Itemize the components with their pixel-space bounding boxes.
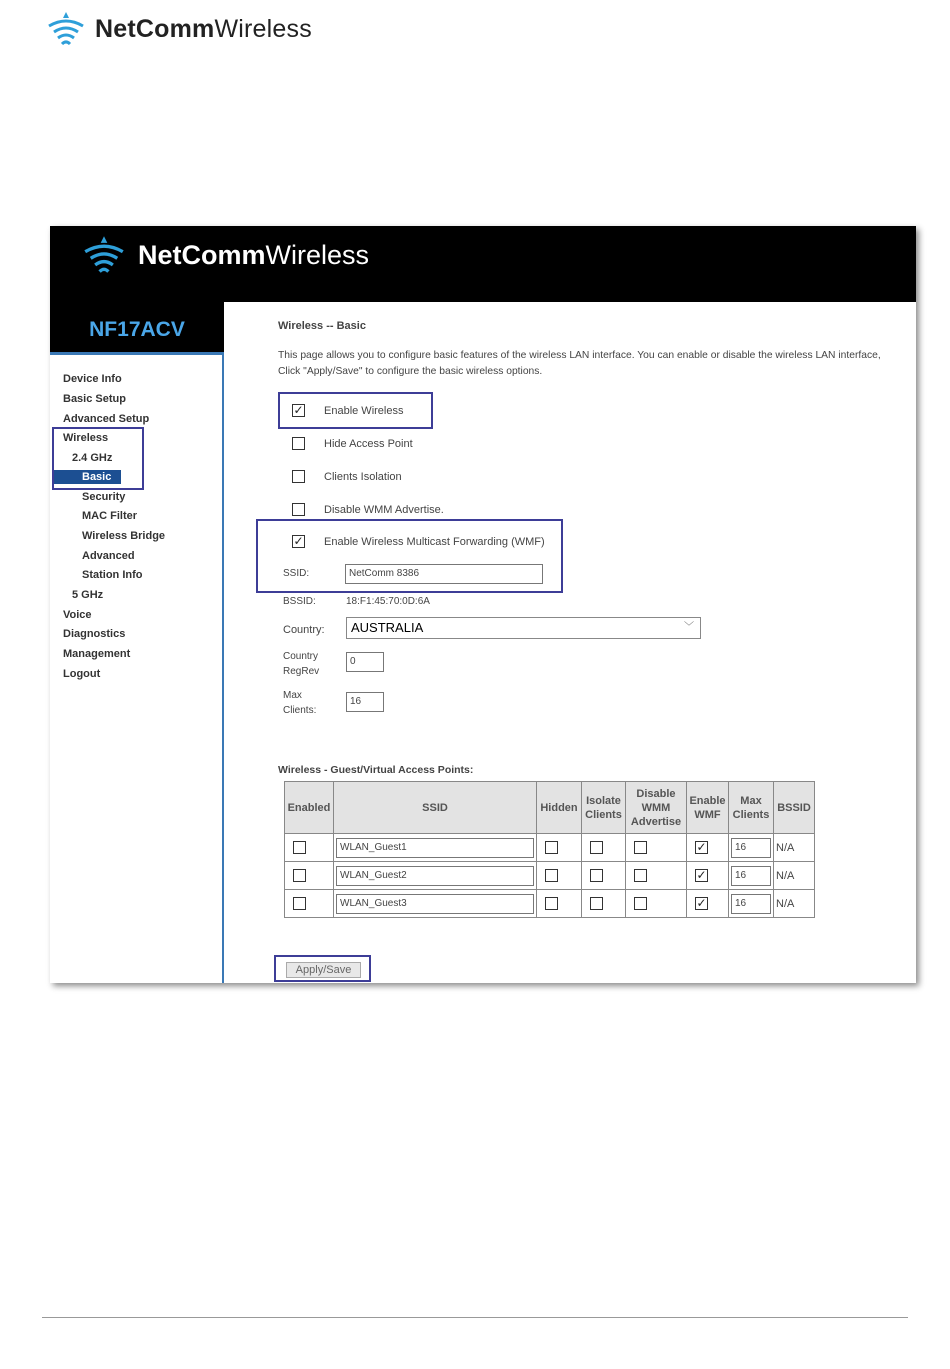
guest1-enabled-checkbox[interactable] [293, 841, 306, 854]
col-ssid: SSID [334, 782, 537, 834]
guest1-bssid: N/A [774, 834, 815, 862]
table-row [285, 834, 815, 862]
clients-isolation-checkbox[interactable] [292, 470, 305, 483]
disable-wmm-label: Disable WMM Advertise. [324, 504, 444, 516]
bssid-value: 18:F1:45:70:0D:6A [346, 596, 430, 607]
sidebar-item-basic-setup[interactable]: Basic Setup [63, 393, 126, 405]
sidebar-item-advanced[interactable]: Advanced [82, 550, 135, 562]
max-clients-input[interactable]: 16 [346, 692, 384, 712]
sidebar-highlight-box [52, 427, 144, 490]
col-hidden: Hidden [537, 782, 582, 834]
apply-save-button[interactable]: Apply/Save [286, 962, 361, 978]
ssid-label: SSID: [283, 568, 310, 579]
guest1-isolate-checkbox[interactable] [590, 841, 603, 854]
guest1-max-input[interactable]: 16 [731, 838, 771, 858]
col-wmm-1: Disable [636, 787, 676, 800]
table-row [285, 862, 815, 890]
hide-access-point-label: Hide Access Point [324, 438, 413, 450]
sidebar-nav [50, 355, 224, 983]
guest2-wmf-checkbox[interactable]: ✓ [696, 868, 707, 882]
guest2-ssid-input[interactable]: WLAN_Guest2 [336, 866, 534, 886]
sidebar-item-wireless-bridge[interactable]: Wireless Bridge [82, 530, 166, 542]
col-isolate-1: Isolate [586, 794, 621, 807]
header-brand-bold: NetComm [138, 239, 266, 270]
regrev-label-1: Country [283, 651, 319, 662]
guest3-wmm-checkbox[interactable] [634, 897, 647, 910]
enable-wmf-label: Enable Wireless Multicast Forwarding (WMF) [324, 536, 545, 548]
country-value: AUSTRALIA [351, 620, 424, 635]
enable-wireless-label: Enable Wireless [324, 405, 404, 417]
col-isolate-2: Clients [585, 808, 622, 821]
enable-wireless-checkbox[interactable]: ✓ [293, 403, 304, 417]
sidebar-item-security[interactable]: Security [82, 491, 126, 503]
guest1-hidden-checkbox[interactable] [545, 841, 558, 854]
enable-wireless-highlight [278, 392, 433, 429]
col-isolate [582, 782, 626, 834]
model-name: NF17ACV [89, 318, 185, 341]
header-brand-light: Wireless [265, 239, 370, 270]
country-label: Country: [283, 624, 325, 636]
guest3-hidden-checkbox[interactable] [545, 897, 558, 910]
guest-ap-title: Wireless - Guest/Virtual Access Points: [278, 764, 474, 776]
apply-save-highlight [274, 955, 371, 982]
bssid-label: BSSID: [283, 596, 316, 607]
guest2-hidden-checkbox[interactable] [545, 869, 558, 882]
sidebar-item-basic[interactable]: Basic [54, 470, 121, 484]
sidebar-item-logout[interactable]: Logout [63, 668, 101, 680]
guest3-wmf-checkbox[interactable]: ✓ [696, 896, 707, 910]
col-max [729, 782, 774, 834]
sidebar-item-2-4ghz[interactable]: 2.4 GHz [72, 452, 113, 464]
guest2-isolate-checkbox[interactable] [590, 869, 603, 882]
max-clients-label-2: Clients: [283, 705, 317, 716]
enable-wmf-checkbox[interactable]: ✓ [293, 534, 304, 548]
sidebar-item-station-info[interactable]: Station Info [82, 569, 143, 581]
page-title: Wireless -- Basic [278, 320, 366, 332]
guest3-ssid-input[interactable]: WLAN_Guest3 [336, 894, 534, 914]
sidebar-item-mac-filter[interactable]: MAC Filter [82, 510, 137, 522]
clients-isolation-label: Clients Isolation [324, 471, 402, 483]
col-wmm [626, 782, 687, 834]
guest1-wmm-checkbox[interactable] [634, 841, 647, 854]
router-ui-screenshot [50, 226, 916, 983]
wmf-ssid-highlight [256, 519, 563, 593]
disable-wmm-checkbox[interactable] [292, 503, 305, 516]
regrev-label-2: RegRev [283, 666, 320, 677]
table-row [285, 890, 815, 918]
sidebar-item-wireless[interactable]: Wireless [63, 432, 109, 444]
col-wmm-2: WMM [641, 801, 671, 814]
guest3-bssid: N/A [774, 890, 815, 918]
guest2-wmm-checkbox[interactable] [634, 869, 647, 882]
router-brand-logo [80, 234, 369, 276]
page-description-line2: Click "Apply/Save" to configure the basic wireless options. [278, 366, 543, 377]
top-banner [50, 226, 916, 302]
guest-ap-table [284, 781, 815, 918]
col-bssid: BSSID [774, 782, 815, 834]
guest3-isolate-checkbox[interactable] [590, 897, 603, 910]
col-wmm-3: Advertise [630, 815, 682, 828]
footer-divider [42, 1317, 908, 1318]
page-description-line1: This page allows you to configure basic features of the wireless LAN interface. You can enable or disable the wireless LAN interface, [278, 350, 881, 361]
col-enabled: Enabled [285, 782, 334, 834]
col-max-1: Max [740, 794, 762, 807]
guest3-enabled-checkbox[interactable] [293, 897, 306, 910]
col-wmf-1: Enable [689, 794, 726, 807]
col-wmf [687, 782, 729, 834]
guest1-ssid-input[interactable]: WLAN_Guest1 [336, 838, 534, 858]
col-max-2: Clients [732, 808, 770, 821]
wifi-logo-icon [80, 234, 128, 276]
sidebar-item-management[interactable]: Management [63, 648, 131, 660]
guest2-max-input[interactable]: 16 [731, 866, 771, 886]
guest-table-header [285, 782, 815, 834]
sidebar-item-device-info[interactable]: Device Info [63, 373, 122, 385]
guest2-enabled-checkbox[interactable] [293, 869, 306, 882]
chevron-down-icon: ﹀ [684, 622, 694, 633]
col-wmf-2: WMF [694, 808, 721, 821]
guest2-bssid: N/A [774, 862, 815, 890]
page-brand-logo [45, 10, 312, 48]
brand-light: Wireless [214, 14, 312, 43]
sidebar-item-5ghz[interactable]: 5 GHz [72, 589, 104, 601]
sidebar-item-voice[interactable]: Voice [63, 609, 92, 621]
wifi-logo-icon [45, 10, 87, 48]
country-select[interactable] [346, 617, 701, 639]
max-clients-label-1: Max [283, 690, 302, 701]
sidebar-item-advanced-setup[interactable]: Advanced Setup [63, 413, 150, 425]
sidebar-item-diagnostics[interactable]: Diagnostics [63, 628, 126, 640]
guest1-wmf-checkbox[interactable]: ✓ [696, 840, 707, 854]
ssid-input[interactable]: NetComm 8386 [345, 564, 543, 584]
guest3-max-input[interactable]: 16 [731, 894, 771, 914]
regrev-input[interactable]: 0 [346, 652, 384, 672]
hide-access-point-checkbox[interactable] [292, 437, 305, 450]
brand-bold: NetComm [95, 14, 215, 43]
